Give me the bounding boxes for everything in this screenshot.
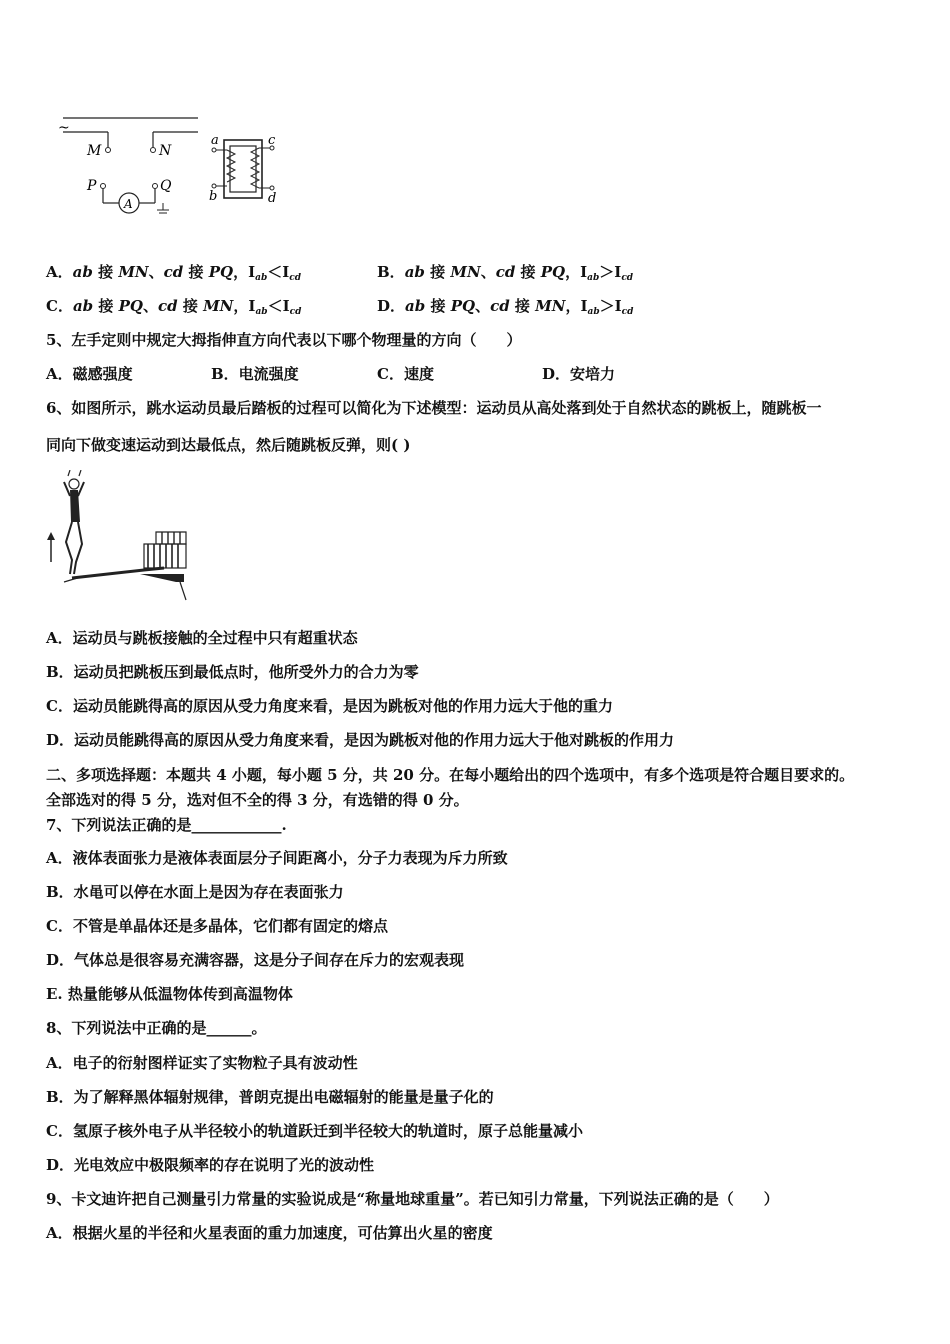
q4-option-d: D．ab 接 PQ、cd 接 MN，$I_{ab}>I_{cd}$: [377, 297, 634, 317]
q4-option-a: A．ab 接 MN、cd 接 PQ，$I_{ab}<I_{cd}$: [46, 263, 302, 283]
q8-option-b: B．为了解释黑体辐射规律，普朗克提出电磁辐射的能量是量子化的: [46, 1088, 494, 1106]
q7-option-b: B．水黾可以停在水面上是因为存在表面张力: [46, 883, 344, 901]
q8-option-d: D．光电效应中极限频率的存在说明了光的波动性: [46, 1156, 375, 1174]
terminal-a-label: a: [211, 133, 219, 148]
q7-option-a: A．液体表面张力是液体表面层分子间距离小，分子力表现为斥力所致: [46, 849, 508, 867]
q6-option-d: D．运动员能跳得高的原因从受力角度来看，是因为跳板对他的作用力远大于他对跳板的作用力: [46, 731, 675, 749]
q6-option-c: C．运动员能跳得高的原因从受力角度来看，是因为跳板对他的作用力远大于他的重力: [46, 697, 613, 715]
terminal-m-label: M: [87, 143, 102, 159]
q9-stem: 9、卡文迪许把自己测量引力常量的实验说成是“称量地球重量”。若已知引力常量，下列说法正确的是（ ）: [46, 1190, 779, 1208]
q5-option-a: A．磁感强度: [46, 365, 133, 383]
q6-stem-line2: 同向下做变速运动到达最低点，然后随跳板反弹，则( ): [46, 436, 411, 454]
q5-option-b: B．电流强度: [211, 365, 299, 383]
springboard-stand: [144, 544, 186, 568]
circuit-diagram: [55, 110, 290, 220]
section2-heading-line2: 全部选对的得 5 分，选对但不全的得 3 分，有选错的得 0 分。: [46, 791, 469, 809]
ac-source-symbol: ~: [58, 120, 70, 136]
q6-stem-line1: 6、如图所示，跳水运动员最后踏板的过程可以简化为下述模型：运动员从高处落到处于自然状态的跳板上，随跳板一: [46, 399, 822, 417]
q9-option-a: A．根据火星的半径和火星表面的重力加速度，可估算出火星的密度: [46, 1224, 493, 1242]
svg-text:A: A: [124, 197, 133, 211]
diver-figure: [44, 470, 194, 605]
q5-option-c: C．速度: [377, 365, 434, 383]
terminal-b-label: b: [209, 189, 218, 204]
q8-stem: 8、下列说法中正确的是______。: [46, 1019, 267, 1037]
q7-option-e: E. 热量能够从低温物体传到高温物体: [46, 985, 293, 1003]
terminal-n-label: N: [159, 143, 172, 159]
q4-option-c: C．ab 接 PQ、cd 接 MN，$I_{ab}<I_{cd}$: [46, 297, 302, 317]
q6-option-b: B．运动员把跳板压到最低点时，他所受外力的合力为零: [46, 663, 419, 681]
terminal-q-label: Q: [160, 178, 172, 194]
terminal-c-label: c: [268, 133, 276, 148]
q8-option-a: A．电子的衍射图样证实了实物粒子具有波动性: [46, 1054, 358, 1072]
terminal-p-label: P: [87, 178, 97, 194]
q7-option-d: D．气体总是很容易充满容器，这是分子间存在斥力的宏观表现: [46, 951, 465, 969]
terminal-d-label: d: [268, 191, 277, 206]
q7-option-c: C．不管是单晶体还是多晶体，它们都有固定的熔点: [46, 917, 388, 935]
q5-stem: 5、左手定则中规定大拇指伸直方向代表以下哪个物理量的方向（ ）: [46, 331, 522, 349]
q6-option-a: A．运动员与跳板接触的全过程中只有超重状态: [46, 629, 358, 647]
q7-stem: 7、下列说法正确的是____________.: [46, 816, 287, 834]
section2-heading-line1: 二、多项选择题：本题共 4 小题，每小题 5 分，共 20 分。在每小题给出的四个选项中，有多个选项是符合题目要求的。: [46, 766, 855, 784]
q8-option-c: C．氢原子核外电子从半径较小的轨道跃迁到半径较大的轨道时，原子总能量减小: [46, 1122, 583, 1140]
q4-option-b: B．ab 接 MN、cd 接 PQ，$I_{ab}>I_{cd}$: [377, 263, 634, 283]
q5-option-d: D．安培力: [542, 365, 616, 383]
